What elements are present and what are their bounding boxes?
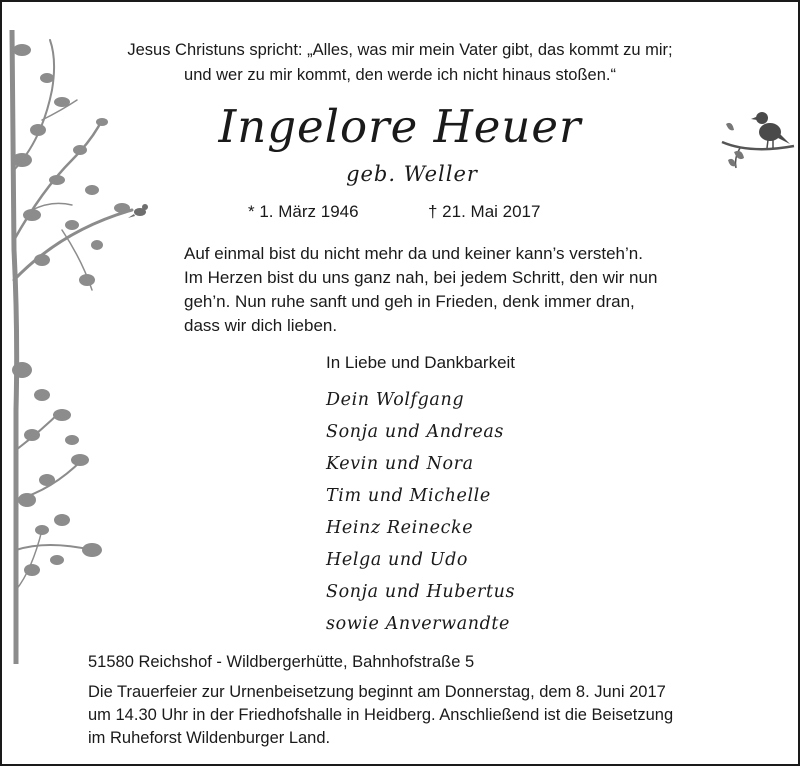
maiden-name: geb. Weller	[346, 162, 478, 186]
mourner-name: Tim und Michelle	[326, 486, 491, 506]
bible-quote-line-1: Jesus Christuns spricht: „Alles, was mir mein Vater gibt, das kommt zu mir;	[127, 41, 673, 59]
mourner-name: sowie Anverwandte	[326, 614, 511, 634]
mourner-name: Sonja und Andreas	[326, 422, 504, 442]
mourner-name: Helga und Udo	[326, 550, 469, 570]
mourners-list	[326, 386, 515, 642]
funeral-info	[88, 681, 728, 750]
poem-line: Im Herzen bist du uns ganz nah, bei jedem Schritt, den wir nun	[184, 268, 658, 287]
bible-quote-line-2: und wer zu mir kommt, den werde ich nicht hinaus stoßen.“	[184, 66, 616, 84]
poem-line: geh’n. Nun ruhe sanft und geh in Frieden, denk immer dran,	[184, 292, 635, 311]
death-date: † 21. Mai 2017	[428, 202, 541, 221]
funeral-info-line-2: um 14.30 Uhr in der Friedhofshalle in Heidberg. Anschließend ist die Beisetzung	[88, 706, 674, 724]
memorial-poem	[184, 242, 754, 338]
mourner-name: Kevin und Nora	[326, 454, 474, 474]
funeral-info-line-1: Die Trauerfeier zur Urnenbeisetzung beginnt am Donnerstag, dem 8. Juni 2017	[88, 683, 666, 701]
closing-phrase: In Liebe und Dankbarkeit	[326, 353, 516, 372]
mourner-name: Heinz Reinecke	[326, 518, 474, 538]
birth-date: * 1. März 1946	[248, 202, 359, 221]
mourner-name: Dein Wolfgang	[326, 390, 465, 410]
funeral-info-line-3: im Ruheforst Wildenburger Land.	[88, 729, 331, 747]
bible-quote	[2, 38, 798, 88]
poem-line: dass wir dich lieben.	[184, 316, 338, 335]
mourner-name: Sonja und Hubertus	[326, 582, 516, 602]
family-address: 51580 Reichshof - Wildbergerhütte, Bahnhofstraße 5	[88, 653, 475, 671]
deceased-name: Ingelore Heuer	[218, 100, 582, 153]
poem-line: Auf einmal bist du nicht mehr da und keiner kann’s versteh’n.	[184, 244, 643, 263]
